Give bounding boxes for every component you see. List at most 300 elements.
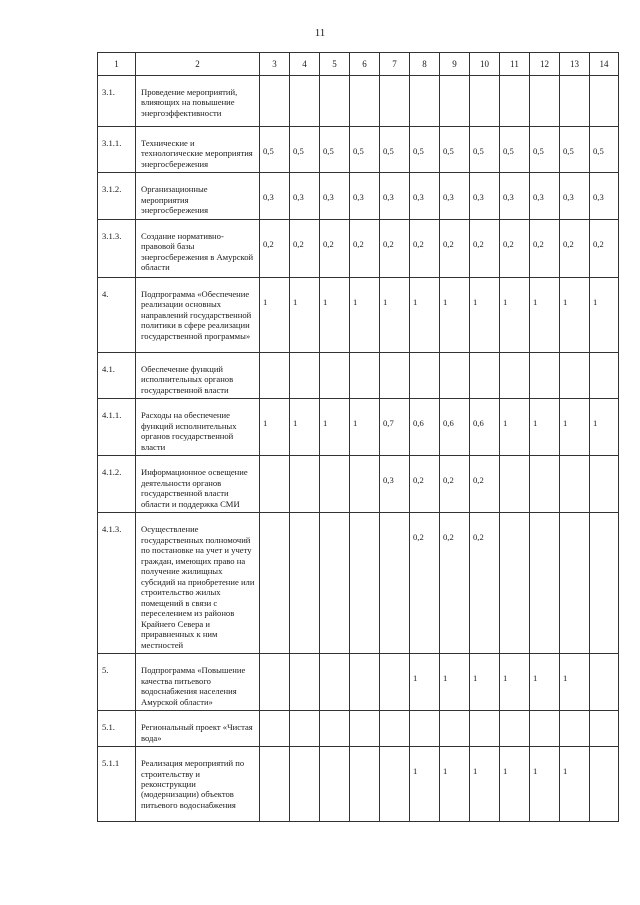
row-number-cell [98,399,136,456]
value-cell [560,711,590,747]
cell-value: 1 [533,673,538,684]
cell-value: 0,6 [443,418,454,429]
value-cell [500,747,530,822]
cell-value: 0,3 [473,192,484,203]
cell-value [260,747,289,768]
value-cell [410,513,440,654]
row-number-cell [98,277,136,352]
cell-value [590,747,618,768]
value-cell [260,127,290,173]
value-cell [560,173,590,219]
cell-value: 0,2 [443,475,454,486]
value-cell [440,711,470,747]
row-number-cell [98,219,136,277]
cell-value: 1 [413,766,418,777]
header-cell: 12 [530,53,560,76]
value-cell [500,219,530,277]
value-cell [380,456,410,513]
cell-value: 0,3 [503,192,514,203]
value-cell [260,747,290,822]
value-cell [350,76,380,127]
cell-value [320,711,349,732]
cell-value: 0,3 [263,192,274,203]
cell-value: 1 [593,296,598,307]
value-cell [320,747,350,822]
value-cell [560,352,590,398]
header-cell: 10 [470,53,500,76]
value-cell [590,76,619,127]
value-cell [320,352,350,398]
cell-value: 0,2 [473,475,484,486]
table-row [98,173,619,219]
cell-value [440,353,469,374]
value-cell [530,654,560,711]
value-cell [470,277,500,352]
row-name-cell [136,513,260,654]
value-cell [320,219,350,277]
cell-value: 1 [473,673,478,684]
cell-value: 0,5 [383,146,394,156]
value-cell [470,456,500,513]
cell-value: 1 [293,418,298,429]
value-cell [440,654,470,711]
row-name: Подпрограмма «Обеспечение реализации основных направлений государственной политики в сфере реализации государственной программы» [141,288,252,341]
row-name-cell [136,277,260,352]
value-cell [410,352,440,398]
cell-value: 0,2 [503,238,514,249]
row-name-cell [136,219,260,277]
cell-value [320,76,349,97]
row-number: 3.1.1. [102,138,122,148]
value-cell [560,513,590,654]
row-name: Создание нормативно-правовой базы энергосбережения в Амурской области [141,230,254,273]
cell-value: 0,5 [413,146,424,156]
cell-value: 0,6 [413,418,424,429]
value-cell [470,127,500,173]
value-cell [350,127,380,173]
cell-value: 1 [503,766,508,777]
value-cell [350,654,380,711]
value-cell [350,352,380,398]
value-cell [470,399,500,456]
cell-value: 1 [443,296,448,307]
value-cell [440,456,470,513]
value-cell [530,711,560,747]
cell-value [260,513,289,534]
cell-value: 0,3 [293,192,304,203]
cell-value: 0,2 [413,238,424,249]
header-row [98,53,619,76]
value-cell [380,127,410,173]
header-cell: 3 [260,53,290,76]
value-cell [350,456,380,513]
cell-value: 0,6 [473,418,484,429]
cell-value: 1 [323,418,328,429]
table-row [98,277,619,352]
cell-value [500,711,529,732]
cell-value [560,353,589,374]
value-cell [290,456,320,513]
cell-value: 1 [533,418,538,429]
value-cell [410,76,440,127]
value-cell [410,277,440,352]
value-cell [560,127,590,173]
cell-value: 1 [533,296,538,307]
value-cell [410,747,440,822]
value-cell [410,456,440,513]
cell-value: 0,3 [383,192,394,203]
value-cell [260,456,290,513]
value-cell [320,513,350,654]
indicator-table [97,52,619,822]
header-cell: 4 [290,53,320,76]
value-cell [530,127,560,173]
value-cell [290,76,320,127]
cell-value [590,513,618,534]
cell-value: 0,2 [443,238,454,249]
value-cell [320,127,350,173]
value-cell [470,173,500,219]
value-cell [380,277,410,352]
header-cell: 8 [410,53,440,76]
value-cell [290,173,320,219]
cell-value: 0,2 [563,238,574,249]
row-name: Осуществление государственных полномочий по постановке на учет и учету граждан, имеющих право на получение жилищных субсидий на приобретение или строительство жилых помещений в связи с переселением из районов Крайнего Севера и приравненных к ним местностей [141,524,255,650]
value-cell [260,76,290,127]
value-cell [380,173,410,219]
row-name: Организационные мероприятия энергосбережения [141,184,209,216]
value-cell [470,513,500,654]
row-number-cell [98,747,136,822]
value-cell [500,127,530,173]
cell-value [530,711,559,732]
value-cell [590,513,619,654]
cell-value [560,456,589,477]
cell-value: 1 [353,296,358,307]
cell-value: 1 [473,766,478,777]
cell-value [260,456,289,477]
cell-value [290,654,319,675]
cell-value [500,76,529,97]
cell-value: 1 [563,296,568,307]
row-number: 5.1.1 [102,758,120,769]
cell-value [590,456,618,477]
cell-value [410,76,439,97]
value-cell [590,219,619,277]
cell-value: 0,5 [473,146,484,156]
row-name: Информационное освещение деятельности органов государственной власти области и поддержка СМИ [141,467,248,509]
value-cell [500,711,530,747]
row-name-cell [136,399,260,456]
cell-value [290,456,319,477]
header-cell: 7 [380,53,410,76]
value-cell [440,277,470,352]
cell-value: 1 [593,418,598,429]
cell-value: 1 [503,673,508,684]
value-cell [260,277,290,352]
value-cell [380,219,410,277]
cell-value [380,513,409,534]
cell-value: 0,3 [593,192,604,203]
cell-value: 0,2 [293,238,304,249]
value-cell [500,76,530,127]
cell-value [530,456,559,477]
cell-value: 1 [503,418,508,429]
value-cell [530,399,560,456]
value-cell [380,76,410,127]
value-cell [530,352,560,398]
cell-value [530,76,559,97]
value-cell [320,456,350,513]
value-cell [290,654,320,711]
cell-value: 0,5 [353,146,364,156]
cell-value: 0,2 [413,475,424,486]
cell-value: 0,2 [263,238,274,249]
value-cell [260,173,290,219]
cell-value [350,456,379,477]
cell-value: 1 [473,296,478,307]
row-number-cell [98,173,136,219]
cell-value [590,353,618,374]
value-cell [410,654,440,711]
row-name-cell [136,352,260,398]
table-row [98,654,619,711]
value-cell [500,513,530,654]
table-row [98,219,619,277]
cell-value [290,353,319,374]
cell-value [440,711,469,732]
cell-value [350,513,379,534]
table-row [98,747,619,822]
value-cell [260,352,290,398]
value-cell [350,277,380,352]
cell-value: 0,3 [323,192,334,203]
cell-value [380,353,409,374]
value-cell [290,399,320,456]
value-cell [590,654,619,711]
header-cell: 5 [320,53,350,76]
cell-value: 0,2 [473,532,484,543]
table-row [98,76,619,127]
cell-value [350,353,379,374]
cell-value [320,456,349,477]
cell-value: 1 [563,673,568,684]
value-cell [470,711,500,747]
row-name: Обеспечение функций исполнительных органов государственной власти [141,363,234,395]
cell-value [560,513,589,534]
value-cell [320,173,350,219]
cell-value: 1 [383,296,388,307]
value-cell [590,173,619,219]
value-cell [590,456,619,513]
cell-value: 1 [263,418,268,429]
row-name: Проведение мероприятий, влияющих на повышение энергоэффективности [141,87,238,118]
cell-value: 1 [563,418,568,429]
value-cell [440,127,470,173]
cell-value [320,513,349,534]
cell-value: 0,3 [443,192,454,203]
row-number-cell [98,654,136,711]
value-cell [440,76,470,127]
value-cell [260,711,290,747]
row-number-cell [98,127,136,173]
table-row [98,399,619,456]
header-cell: 6 [350,53,380,76]
value-cell [530,219,560,277]
value-cell [320,711,350,747]
row-name: Региональный проект «Чистая вода» [141,722,253,743]
row-name-cell [136,654,260,711]
cell-value [470,353,499,374]
value-cell [380,352,410,398]
cell-value [290,747,319,768]
value-cell [440,513,470,654]
value-cell [320,399,350,456]
row-name-cell [136,456,260,513]
cell-value [290,76,319,97]
value-cell [590,747,619,822]
value-cell [500,277,530,352]
cell-value [380,711,409,732]
value-cell [290,277,320,352]
cell-value: 0,5 [293,146,304,156]
value-cell [590,399,619,456]
row-name: Технические и технологические мероприятия энергосбережения [141,138,253,169]
cell-value [350,76,379,97]
value-cell [470,747,500,822]
table-row [98,127,619,173]
value-cell [380,654,410,711]
table-row [98,456,619,513]
cell-value: 1 [563,766,568,777]
value-cell [350,711,380,747]
cell-value [260,711,289,732]
cell-value [350,654,379,675]
value-cell [530,456,560,513]
value-cell [410,399,440,456]
row-name-cell [136,76,260,127]
value-cell [500,654,530,711]
value-cell [560,654,590,711]
value-cell [470,654,500,711]
cell-value: 0,5 [593,146,604,156]
value-cell [290,747,320,822]
value-cell [380,513,410,654]
header-cell: 2 [136,53,260,76]
value-cell [350,513,380,654]
value-cell [380,747,410,822]
row-name-cell [136,127,260,173]
cell-value: 0,2 [353,238,364,249]
cell-value [500,513,529,534]
value-cell [500,399,530,456]
header-cell: 9 [440,53,470,76]
row-number: 4.1.3. [102,524,122,535]
cell-value: 0,3 [533,192,544,203]
cell-value [290,513,319,534]
row-number-cell [98,711,136,747]
cell-value: 0,3 [413,192,424,203]
value-cell [350,219,380,277]
cell-value [320,353,349,374]
cell-value: 1 [503,296,508,307]
cell-value: 0,2 [473,238,484,249]
value-cell [350,173,380,219]
cell-value [410,353,439,374]
value-cell [320,76,350,127]
value-cell [320,654,350,711]
cell-value [410,711,439,732]
value-cell [440,173,470,219]
cell-value [320,654,349,675]
cell-value [350,711,379,732]
cell-value [260,76,289,97]
value-cell [290,711,320,747]
cell-value: 0,3 [353,192,364,203]
cell-value: 0,5 [263,146,274,156]
value-cell [530,277,560,352]
value-cell [260,513,290,654]
value-cell [530,747,560,822]
cell-value [560,711,589,732]
cell-value [590,711,618,732]
cell-value [260,654,289,675]
row-number: 3.1. [102,87,115,97]
value-cell [590,711,619,747]
row-name-cell [136,711,260,747]
value-cell [560,277,590,352]
row-number-cell [98,513,136,654]
cell-value: 0,7 [383,418,394,429]
value-cell [290,127,320,173]
value-cell [470,76,500,127]
cell-value [470,76,499,97]
row-number: 4. [102,288,109,299]
value-cell [500,352,530,398]
row-number-cell [98,456,136,513]
value-cell [440,747,470,822]
cell-value: 1 [323,296,328,307]
cell-value: 1 [443,673,448,684]
value-cell [350,747,380,822]
row-name-cell [136,747,260,822]
cell-value [530,353,559,374]
cell-value [590,654,618,675]
row-number: 3.1.3. [102,230,122,241]
row-number: 4.1.2. [102,467,122,478]
cell-value [380,76,409,97]
cell-value [500,353,529,374]
cell-value: 0,5 [323,146,334,156]
value-cell [560,76,590,127]
value-cell [290,352,320,398]
row-name: Расходы на обеспечение функций исполнительных органов государственной власти [141,410,237,452]
value-cell [260,399,290,456]
cell-value [320,747,349,768]
row-number: 4.1.1. [102,410,122,421]
cell-value: 1 [263,296,268,307]
value-cell [590,277,619,352]
cell-value [290,711,319,732]
value-cell [320,277,350,352]
row-number-cell [98,76,136,127]
cell-value [560,76,589,97]
value-cell [290,513,320,654]
cell-value: 1 [443,766,448,777]
page-number: 11 [314,27,326,39]
cell-value: 0,3 [383,475,394,486]
cell-value: 1 [413,673,418,684]
